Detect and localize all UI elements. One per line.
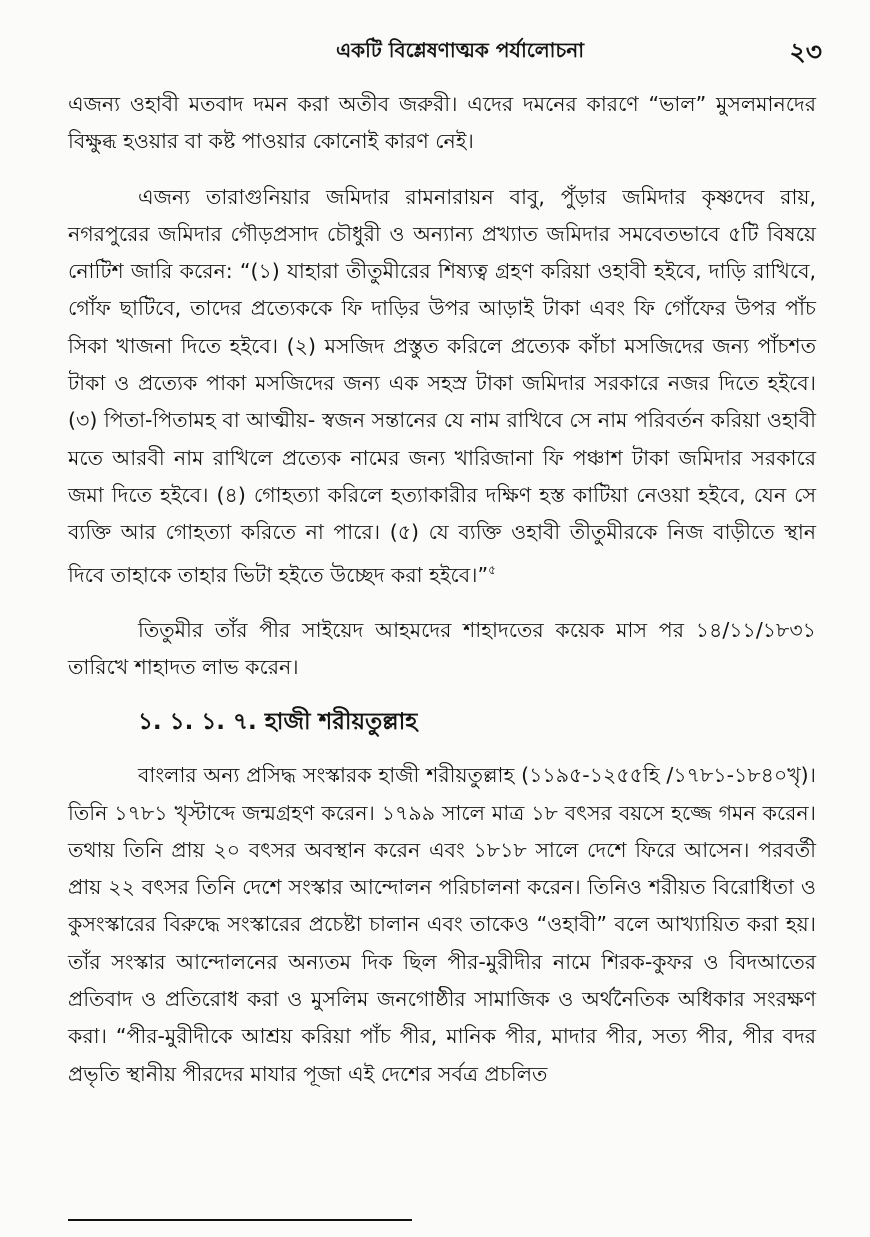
page-header — [0, 32, 870, 68]
footnote-separator — [68, 1219, 412, 1221]
body-text — [68, 86, 816, 1093]
paragraph-shariatullah: বাংলার অন্য প্রসিদ্ধ সংস্কারক হাজী শরীয়তুল্লাহ (১১৯৫-১২৫৫হি /১৭৮১-১৮৪০খৃ)। তিনি ১৭৮১ খৃস্টাব্দে জন্মগ্রহণ করেন। ১৭৯৯ সালে মাত্র ১৮ বৎসর বয়সে হজ্জে গমন করেন। তথায় তিনি প্রায় ২০ বৎসর অবস্থান করেন এবং ১৮১৮ সালে দেশে ফিরে আসেন। পরবর্তী প্রায় ২২ বৎসর তিনি দেশে সংস্কার আন্দোলন পরিচালনা করেন। তিনিও শরীয়ত বিরোধিতা ও কুসংস্কারের বিরুদ্ধে সংস্কারের প্রচেষ্টা চালান এবং তাকেও “ওহাবী” বলে আখ্যায়িত করা হয়। তাঁর সংস্কার আন্দোলনের অন্যতম দিক ছিল পীর-মুরীদীর নামে শিরক-কুফর ও বিদআতের প্রতিবাদ ও প্রতিরোধ করা ও মুসলিম জনগোষ্ঠীর সামাজিক ও অর্থনৈতিক অধিকার সংরক্ষণ করা। “পীর-মুরীদীকে আশ্রয় করিয়া পাঁচ পীর, মানিক পীর, মাদার পীর, সত্য পীর, পীর বদর প্রভৃতি স্থানীয় পীরদের মাযার পূজা এই দেশের সর্বত্র প্রচলিত — [68, 763, 816, 1086]
paragraph-zamindar-notice — [68, 179, 816, 594]
section-heading: ১. ১. ১. ৭. হাজী শরীয়তুল্লাহ — [138, 709, 418, 736]
page-number: ২৩ — [789, 37, 822, 66]
paragraph-intro: এজন্য ওহাবী মতবাদ দমন করা অতীব জরুরী। এদের দমনের কারণে “ভাল” মুসলমানদের বিক্ষুব্ধ হওয়ার বা কষ্ট পাওয়ার কোনোই কারণ নেই। — [68, 92, 816, 154]
running-title: একটি বিশ্লেষণাত্মক পর্যালোচনা — [335, 38, 585, 62]
paragraph-zamindar-notice-text: এজন্য তারাগুনিয়ার জমিদার রামনারায়ন বাবু, পুঁড়ার জমিদার কৃষ্ণদেব রায়, নগরপুরের জমিদার গৌড়প্রসাদ চৌধুরী ও অন্যান্য প্রখ্যাত জমিদার সমবেতভাবে ৫টি বিষয়ে নোটিশ জারি করেন: “(১) যাহারা তীতুমীরের শিষ্যত্ব গ্রহণ করিয়া ওহাবী হইবে, দাড়ি রাখিবে, গোঁফ ছাটিবে, তাদের প্রত্যেককে ফি দাড়ির উপর আড়াই টাকা এবং ফি গোঁফের উপর পাঁচ সিকা খাজনা দিতে হইবে। (২) মসজিদ প্রস্তুত করিলে প্রত্যেক কাঁচা মসজিদের জন্য পাঁচশত টাকা ও প্রত্যেক পাকা মসজিদের জন্য এক সহস্র টাকা জমিদার সরকারে নজর দিতে হইবে। (৩) পিতা-পিতামহ বা আত্মীয়- স্বজন সন্তানের যে নাম রাখিবে সে নাম পরিবর্তন করিয়া ওহাবী মতে আরবী নাম রাখিলে প্রত্যেক নামের জন্য খারিজানা ফি পঞ্চাশ টাকা জমিদার সরকারে জমা দিতে হইবে। (৪) গোহত্যা করিলে হত্যাকারীর দক্ষিণ হস্ত কাটিয়া নেওয়া হইবে, যেন সে ব্যক্তি আর গোহত্যা করিতে না পারে। (৫) যে ব্যক্তি ওহাবী তীতুমীরকে নিজ বাড়ীতে স্থান দিবে তাহাকে তাহার ভিটা হইতে উচ্ছেদ করা হইবে।” — [68, 184, 816, 587]
footnote-marker: ৫ — [488, 562, 496, 577]
paragraph-titumir-martyrdom: তিতুমীর তাঁর পীর সাইয়েদ আহমদের শাহাদতের কয়েক মাস পর ১৪/১১/১৮৩১ তারিখে শাহাদত লাভ করেন। — [68, 617, 816, 679]
